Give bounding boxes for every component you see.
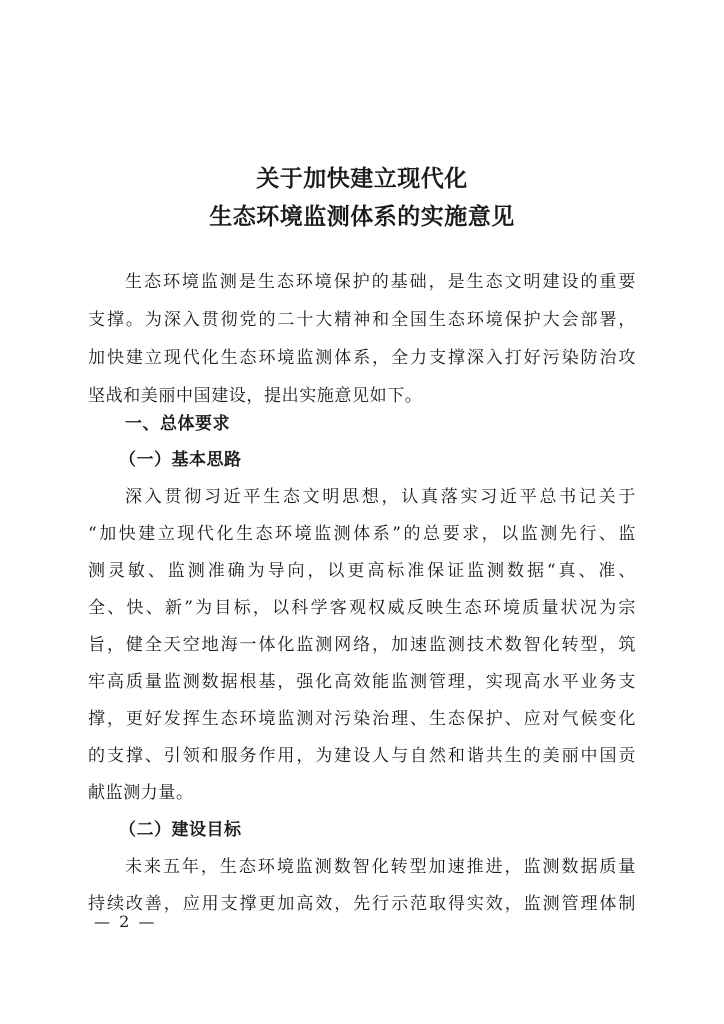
- intro-paragraph-line: 坚战和美丽中国建设，提出实施意见如下。: [88, 386, 423, 406]
- subsection1-paragraph-line: “加快建立现代化生态环境监测体系”的总要求，以监测先行、监: [88, 524, 636, 544]
- subsection1-paragraph-line: 深入贯彻习近平生态文明思想，认真落实习近平总书记关于: [125, 487, 636, 507]
- subsection1-paragraph-line: 牢高质量监测数据根基，强化高效能监测管理，实现高水平业务支: [88, 672, 636, 692]
- intro-paragraph-line: 生态环境监测是生态环境保护的基础，是生态文明建设的重要: [125, 272, 636, 292]
- document-title-line-2: 生态环境监测体系的实施意见: [209, 203, 515, 230]
- intro-paragraph-line: 加快建立现代化生态环境监测体系，全力支撑深入打好污染防治攻: [88, 348, 636, 368]
- subsection1-paragraph-line: 测灵敏、监测准确为导向，以更高标准保证监测数据“真、准、: [88, 561, 636, 581]
- subsection1-paragraph-line: 旨，健全天空地海一体化监测网络，加速监测技术数智化转型，筑: [88, 635, 636, 655]
- subsection2-paragraph-line: 持续改善，应用支撑更加高效，先行示范取得实效，监测管理体制: [88, 894, 636, 914]
- document-title-line-1: 关于加快建立现代化: [256, 165, 468, 192]
- subsection-heading-basic-approach: （一）基本思路: [119, 450, 242, 470]
- intro-paragraph-line: 支撑。为深入贯彻党的二十大精神和全国生态环境保护大会部署，: [88, 310, 636, 330]
- subsection1-paragraph-line: 献监测力量。: [88, 783, 194, 803]
- subsection1-paragraph-line: 撑，更好发挥生态环境监测对污染治理、生态保护、应对气候变化: [88, 709, 636, 729]
- subsection1-paragraph-line: 全、快、新”为目标，以科学客观权威反映生态环境质量状况为宗: [88, 598, 636, 618]
- subsection1-paragraph-line: 的支撑、引领和服务作用，为建设人与自然和谐共生的美丽中国贡: [88, 746, 636, 766]
- subsection-heading-construction-goals: （二）建设目标: [119, 820, 242, 840]
- page-number: — 2 —: [94, 912, 157, 931]
- subsection2-paragraph-line: 未来五年，生态环境监测数智化转型加速推进，监测数据质量: [125, 857, 636, 877]
- section-heading-overall-requirements: 一、总体要求: [125, 414, 230, 434]
